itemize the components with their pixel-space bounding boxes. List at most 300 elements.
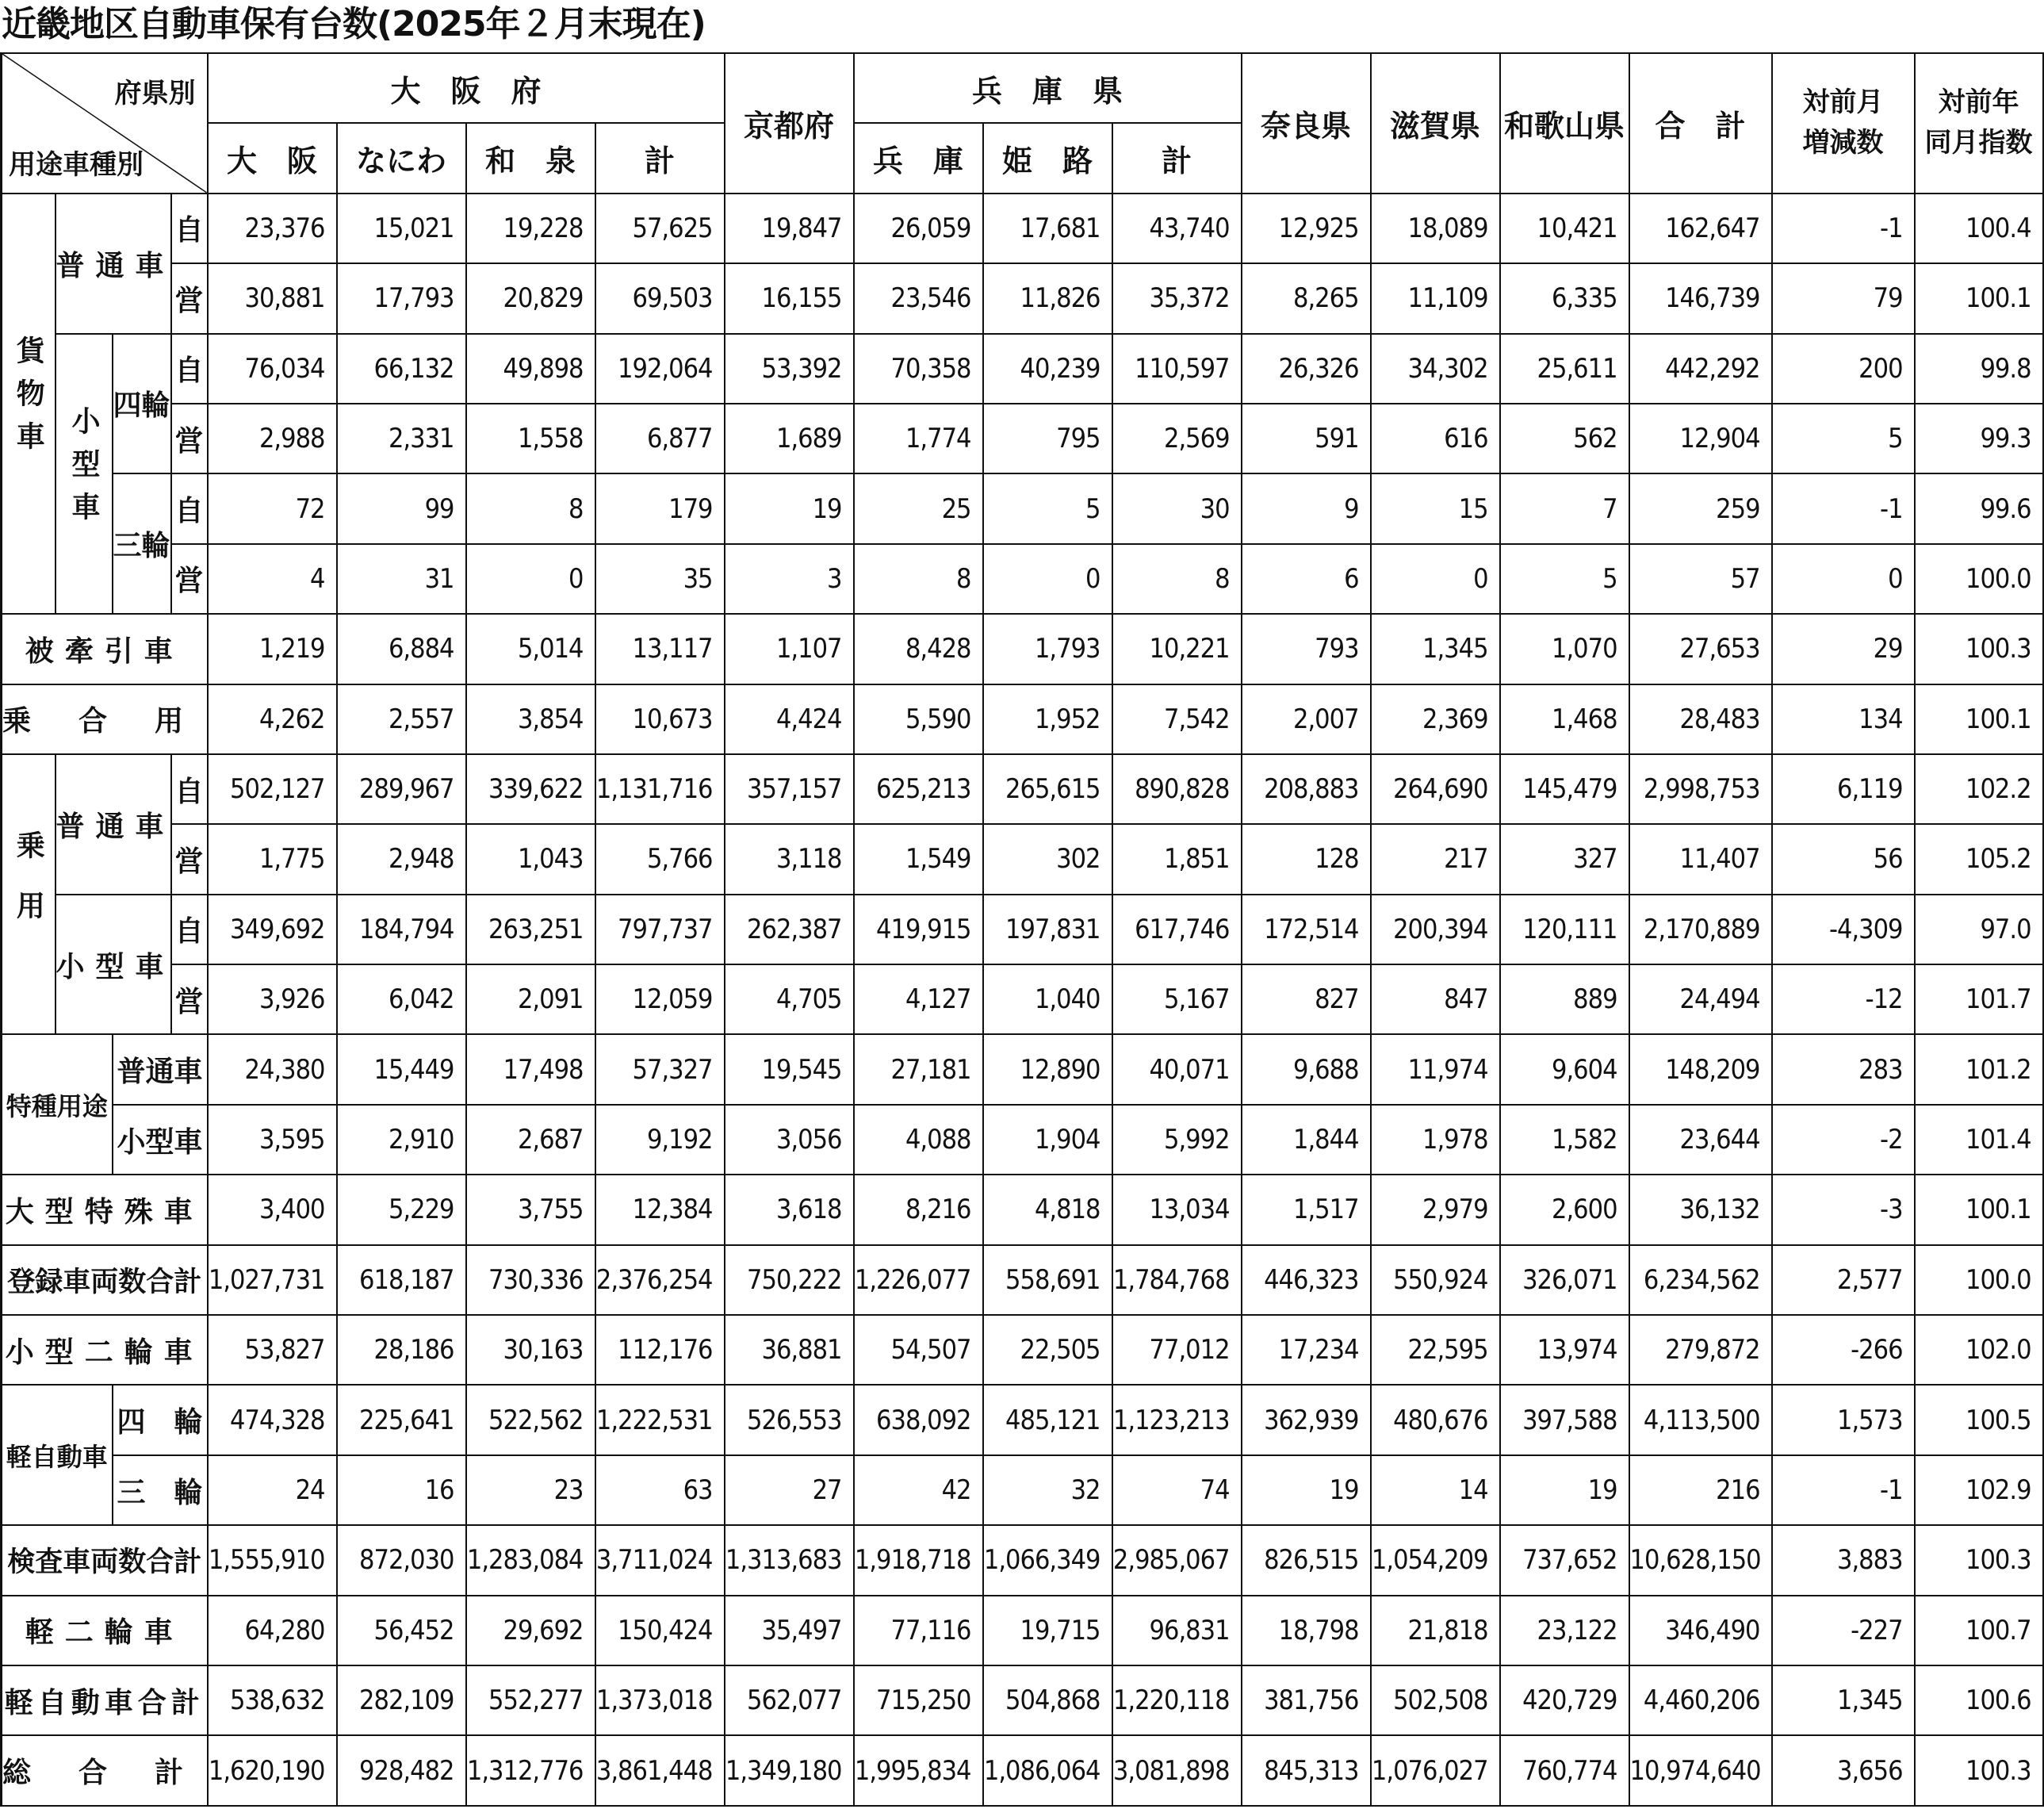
cell-yoy-index: 100.1: [1915, 1175, 2043, 1244]
cell-nara: 845,313: [1242, 1735, 1371, 1806]
cell-mom-change: 79: [1772, 263, 1915, 333]
label-kei-three-wheel: 三 輪: [113, 1455, 208, 1525]
cell-nara: 381,756: [1242, 1665, 1371, 1735]
header-sub-hyogo-total: 計: [1112, 123, 1242, 193]
cell-kyoto: 19,545: [725, 1034, 854, 1104]
cell-hyogo-total: 77,012: [1112, 1315, 1242, 1385]
cell-osaka-total: 150,424: [595, 1596, 725, 1665]
cell-total: 4,113,500: [1629, 1385, 1772, 1454]
cell-nara: 18,798: [1242, 1596, 1371, 1665]
cell-hyogo-total: 96,831: [1112, 1596, 1242, 1665]
cell-mom-change: -2: [1772, 1105, 1915, 1175]
cell-wakayama: 2,600: [1500, 1175, 1629, 1244]
cell-nara: 793: [1242, 614, 1371, 684]
header-shiga: 滋賀県: [1371, 53, 1500, 194]
cell-naniwa: 2,331: [337, 404, 466, 473]
cell-hyogo-total: 3,081,898: [1112, 1735, 1242, 1806]
cell-kyoto: 19,847: [725, 194, 854, 263]
cell-izumi: 29,692: [466, 1596, 595, 1665]
cell-hyogo: 8: [854, 544, 983, 614]
header-sub-izumi: 和 泉: [466, 123, 595, 193]
cell-kyoto: 1,313,683: [725, 1525, 854, 1595]
cell-himeji: 32: [983, 1455, 1112, 1525]
cell-kyoto: 750,222: [725, 1245, 854, 1315]
cell-mom-change: 134: [1772, 684, 1915, 754]
cell-total: 28,483: [1629, 684, 1772, 754]
cell-kyoto: 526,553: [725, 1385, 854, 1454]
cell-osaka-total: 797,737: [595, 895, 725, 964]
cell-himeji: 558,691: [983, 1245, 1112, 1315]
cell-izumi: 552,277: [466, 1665, 595, 1735]
cell-hyogo-total: 890,828: [1112, 754, 1242, 824]
label-private: 自: [171, 194, 208, 263]
cell-naniwa: 2,948: [337, 824, 466, 894]
cell-osaka: 3,926: [208, 964, 337, 1034]
cell-naniwa: 2,557: [337, 684, 466, 754]
cell-yoy-index: 100.4: [1915, 194, 2043, 263]
cell-yoy-index: 97.0: [1915, 895, 2043, 964]
cell-yoy-index: 100.0: [1915, 544, 2043, 614]
cell-himeji: 40,239: [983, 334, 1112, 404]
label-trailer: 被牽引車: [2, 614, 208, 684]
cell-nara: 9,688: [1242, 1034, 1371, 1104]
cell-hyogo-total: 35,372: [1112, 263, 1242, 333]
cell-wakayama: 25,611: [1500, 334, 1629, 404]
cell-naniwa: 282,109: [337, 1665, 466, 1735]
cell-mom-change: -227: [1772, 1596, 1915, 1665]
cell-yoy-index: 101.4: [1915, 1105, 2043, 1175]
header-nara: 奈良県: [1242, 53, 1371, 194]
label-cargo-standard: 普通車: [56, 194, 171, 334]
cell-izumi: 1,312,776: [466, 1735, 595, 1806]
cell-wakayama: 9,604: [1500, 1034, 1629, 1104]
cell-hyogo-total: 1,784,768: [1112, 1245, 1242, 1315]
cell-nara: 19: [1242, 1455, 1371, 1525]
cell-total: 259: [1629, 473, 1772, 543]
cell-osaka: 24,380: [208, 1034, 337, 1104]
cell-hyogo: 26,059: [854, 194, 983, 263]
cell-osaka-total: 57,625: [595, 194, 725, 263]
label-passenger: 乗用: [2, 754, 56, 1035]
label-grand-total: 総合計: [2, 1735, 208, 1806]
label-commercial: 営: [171, 404, 208, 473]
cell-himeji: 795: [983, 404, 1112, 473]
cell-shiga: 14: [1371, 1455, 1500, 1525]
cell-total: 4,460,206: [1629, 1665, 1772, 1735]
cell-yoy-index: 100.5: [1915, 1385, 2043, 1454]
cell-himeji: 17,681: [983, 194, 1112, 263]
cell-nara: 362,939: [1242, 1385, 1371, 1454]
cell-yoy-index: 101.7: [1915, 964, 2043, 1034]
cell-izumi: 17,498: [466, 1034, 595, 1104]
cell-izumi: 2,687: [466, 1105, 595, 1175]
cell-osaka-total: 5,766: [595, 824, 725, 894]
cell-osaka: 1,775: [208, 824, 337, 894]
cell-hyogo: 27,181: [854, 1034, 983, 1104]
cell-osaka-total: 10,673: [595, 684, 725, 754]
cell-yoy-index: 100.1: [1915, 684, 2043, 754]
cell-osaka: 30,881: [208, 263, 337, 333]
cell-shiga: 502,508: [1371, 1665, 1500, 1735]
cell-wakayama: 889: [1500, 964, 1629, 1034]
cell-hyogo-total: 1,123,213: [1112, 1385, 1242, 1454]
header-kyoto: 京都府: [725, 53, 854, 194]
label-bus: 乗合用: [2, 684, 208, 754]
cell-yoy-index: 100.3: [1915, 1735, 2043, 1806]
cell-izumi: 23: [466, 1455, 595, 1525]
cell-himeji: 22,505: [983, 1315, 1112, 1385]
cell-mom-change: 29: [1772, 614, 1915, 684]
cell-nara: 8,265: [1242, 263, 1371, 333]
cell-wakayama: 326,071: [1500, 1245, 1629, 1315]
cell-total: 148,209: [1629, 1034, 1772, 1104]
cell-osaka-total: 1,373,018: [595, 1665, 725, 1735]
cell-nara: 128: [1242, 824, 1371, 894]
cell-hyogo-total: 8: [1112, 544, 1242, 614]
header-prefecture: 府県別: [114, 78, 196, 109]
cell-hyogo-total: 1,220,118: [1112, 1665, 1242, 1735]
cell-kyoto: 35,497: [725, 1596, 854, 1665]
cell-osaka: 538,632: [208, 1665, 337, 1735]
cell-hyogo: 625,213: [854, 754, 983, 824]
label-kei-four-wheel: 四 輪: [113, 1385, 208, 1454]
cell-kyoto: 357,157: [725, 754, 854, 824]
cell-izumi: 1,283,084: [466, 1525, 595, 1595]
cell-izumi: 0: [466, 544, 595, 614]
cell-naniwa: 872,030: [337, 1525, 466, 1595]
cell-osaka-total: 9,192: [595, 1105, 725, 1175]
cell-izumi: 8: [466, 473, 595, 543]
cell-total: 442,292: [1629, 334, 1772, 404]
cell-hyogo-total: 2,569: [1112, 404, 1242, 473]
cell-hyogo-total: 13,034: [1112, 1175, 1242, 1244]
cell-hyogo: 42: [854, 1455, 983, 1525]
cell-wakayama: 1,070: [1500, 614, 1629, 684]
cell-mom-change: -1: [1772, 194, 1915, 263]
cell-himeji: 1,086,064: [983, 1735, 1112, 1806]
cell-naniwa: 289,967: [337, 754, 466, 824]
label-commercial: 営: [171, 544, 208, 614]
cell-kyoto: 36,881: [725, 1315, 854, 1385]
label-three-wheel: 三輪: [113, 473, 171, 614]
cell-shiga: 1,345: [1371, 614, 1500, 684]
cell-shiga: 21,818: [1371, 1596, 1500, 1665]
cell-osaka-total: 12,059: [595, 964, 725, 1034]
cell-naniwa: 56,452: [337, 1596, 466, 1665]
label-commercial: 営: [171, 964, 208, 1034]
cell-izumi: 1,043: [466, 824, 595, 894]
cell-mom-change: 3,883: [1772, 1525, 1915, 1595]
cell-osaka-total: 6,877: [595, 404, 725, 473]
cell-osaka-total: 112,176: [595, 1315, 725, 1385]
cell-wakayama: 760,774: [1500, 1735, 1629, 1806]
cell-osaka-total: 2,376,254: [595, 1245, 725, 1315]
cell-hyogo: 5,590: [854, 684, 983, 754]
cell-shiga: 217: [1371, 824, 1500, 894]
page-title: 近畿地区自動車保有台数(2025年２月末現在): [2, 4, 706, 44]
cell-shiga: 847: [1371, 964, 1500, 1034]
cell-osaka: 24: [208, 1455, 337, 1525]
cell-hyogo: 1,918,718: [854, 1525, 983, 1595]
cell-osaka: 23,376: [208, 194, 337, 263]
cell-kyoto: 19: [725, 473, 854, 543]
header-corner: [2, 53, 208, 194]
cell-naniwa: 2,910: [337, 1105, 466, 1175]
cell-yoy-index: 100.7: [1915, 1596, 2043, 1665]
cell-himeji: 1,066,349: [983, 1525, 1112, 1595]
cell-total: 24,494: [1629, 964, 1772, 1034]
cell-mom-change: 5: [1772, 404, 1915, 473]
cell-hyogo: 70,358: [854, 334, 983, 404]
cell-total: 216: [1629, 1455, 1772, 1525]
cell-osaka: 3,595: [208, 1105, 337, 1175]
label-registered-total: 登録車両数合計: [2, 1245, 208, 1315]
cell-kyoto: 3: [725, 544, 854, 614]
cell-naniwa: 184,794: [337, 895, 466, 964]
header-sub-osaka: 大 阪: [208, 123, 337, 193]
cell-wakayama: 145,479: [1500, 754, 1629, 824]
label-four-wheel: 四輪: [113, 334, 171, 474]
label-special-standard: 普通車: [113, 1034, 208, 1104]
cell-kyoto: 1,107: [725, 614, 854, 684]
header-yoy-index: 対前年 同月指数: [1915, 53, 2043, 194]
cell-himeji: 1,904: [983, 1105, 1112, 1175]
cell-osaka: 1,027,731: [208, 1245, 337, 1315]
cell-mom-change: -1: [1772, 1455, 1915, 1525]
cell-mom-change: 283: [1772, 1034, 1915, 1104]
cell-hyogo: 419,915: [854, 895, 983, 964]
cell-hyogo-total: 617,746: [1112, 895, 1242, 964]
header-osaka: 大 阪 府: [208, 53, 725, 123]
cell-osaka: 502,127: [208, 754, 337, 824]
cell-wakayama: 5: [1500, 544, 1629, 614]
cell-kyoto: 4,424: [725, 684, 854, 754]
label-small-motorcycle: 小型二輪車: [2, 1315, 208, 1385]
label-large-special: 大型特殊車: [2, 1175, 208, 1244]
cell-yoy-index: 102.9: [1915, 1455, 2043, 1525]
label-private: 自: [171, 754, 208, 824]
cell-hyogo: 8,428: [854, 614, 983, 684]
cell-shiga: 1,054,209: [1371, 1525, 1500, 1595]
cell-hyogo-total: 5,992: [1112, 1105, 1242, 1175]
cell-hyogo-total: 74: [1112, 1455, 1242, 1525]
cell-mom-change: 2,577: [1772, 1245, 1915, 1315]
cell-shiga: 480,676: [1371, 1385, 1500, 1454]
cell-shiga: 2,979: [1371, 1175, 1500, 1244]
cell-naniwa: 225,641: [337, 1385, 466, 1454]
cell-osaka: 76,034: [208, 334, 337, 404]
cell-osaka-total: 63: [595, 1455, 725, 1525]
cell-mom-change: 1,345: [1772, 1665, 1915, 1735]
cell-himeji: 5: [983, 473, 1112, 543]
cell-nara: 1,844: [1242, 1105, 1371, 1175]
cell-hyogo-total: 40,071: [1112, 1034, 1242, 1104]
label-special-compact: 小型車: [113, 1105, 208, 1175]
cell-kyoto: 1,689: [725, 404, 854, 473]
label-cargo: 貨物車: [2, 194, 56, 614]
cell-izumi: 5,014: [466, 614, 595, 684]
cell-izumi: 339,622: [466, 754, 595, 824]
cell-kyoto: 3,118: [725, 824, 854, 894]
cell-wakayama: 13,974: [1500, 1315, 1629, 1385]
cell-wakayama: 1,468: [1500, 684, 1629, 754]
header-sub-osaka-total: 計: [595, 123, 725, 193]
cell-naniwa: 5,229: [337, 1175, 466, 1244]
cell-total: 11,407: [1629, 824, 1772, 894]
cell-nara: 6: [1242, 544, 1371, 614]
cell-osaka-total: 57,327: [595, 1034, 725, 1104]
label-passenger-compact: 小型車: [56, 895, 171, 1035]
cell-mom-change: -1: [1772, 473, 1915, 543]
cell-naniwa: 928,482: [337, 1735, 466, 1806]
cell-izumi: 1,558: [466, 404, 595, 473]
cell-hyogo-total: 5,167: [1112, 964, 1242, 1034]
cell-shiga: 11,109: [1371, 263, 1500, 333]
cell-osaka: 1,219: [208, 614, 337, 684]
cell-wakayama: 10,421: [1500, 194, 1629, 263]
cell-total: 27,653: [1629, 614, 1772, 684]
cell-kyoto: 562,077: [725, 1665, 854, 1735]
cell-himeji: 0: [983, 544, 1112, 614]
cell-hyogo-total: 7,542: [1112, 684, 1242, 754]
cell-osaka-total: 3,861,448: [595, 1735, 725, 1806]
cell-izumi: 522,562: [466, 1385, 595, 1454]
cell-wakayama: 6,335: [1500, 263, 1629, 333]
cell-hyogo: 638,092: [854, 1385, 983, 1454]
cell-osaka-total: 1,222,531: [595, 1385, 725, 1454]
cell-total: 10,974,640: [1629, 1735, 1772, 1806]
cell-total: 346,490: [1629, 1596, 1772, 1665]
cell-nara: 591: [1242, 404, 1371, 473]
cell-osaka-total: 35: [595, 544, 725, 614]
cell-yoy-index: 101.2: [1915, 1034, 2043, 1104]
cell-wakayama: 397,588: [1500, 1385, 1629, 1454]
cell-wakayama: 120,111: [1500, 895, 1629, 964]
cell-izumi: 49,898: [466, 334, 595, 404]
cell-osaka: 2,988: [208, 404, 337, 473]
cell-osaka: 64,280: [208, 1596, 337, 1665]
cell-yoy-index: 100.6: [1915, 1665, 2043, 1735]
cell-mom-change: 0: [1772, 544, 1915, 614]
cell-yoy-index: 99.3: [1915, 404, 2043, 473]
cell-nara: 172,514: [1242, 895, 1371, 964]
cell-osaka: 3,400: [208, 1175, 337, 1244]
cell-hyogo: 1,226,077: [854, 1245, 983, 1315]
cell-osaka: 4: [208, 544, 337, 614]
cell-wakayama: 737,652: [1500, 1525, 1629, 1595]
cell-himeji: 1,952: [983, 684, 1112, 754]
label-kei-car: 軽自動車: [2, 1385, 113, 1525]
cell-hyogo: 4,127: [854, 964, 983, 1034]
cell-naniwa: 28,186: [337, 1315, 466, 1385]
cell-osaka-total: 69,503: [595, 263, 725, 333]
cell-shiga: 550,924: [1371, 1245, 1500, 1315]
cell-nara: 446,323: [1242, 1245, 1371, 1315]
cell-shiga: 11,974: [1371, 1034, 1500, 1104]
label-commercial: 営: [171, 263, 208, 333]
cell-osaka: 72: [208, 473, 337, 543]
cell-naniwa: 6,884: [337, 614, 466, 684]
cell-hyogo: 1,995,834: [854, 1735, 983, 1806]
cell-total: 162,647: [1629, 194, 1772, 263]
cell-hyogo-total: 10,221: [1112, 614, 1242, 684]
cell-osaka-total: 3,711,024: [595, 1525, 725, 1595]
cell-izumi: 30,163: [466, 1315, 595, 1385]
cell-wakayama: 19: [1500, 1455, 1629, 1525]
cell-nara: 9: [1242, 473, 1371, 543]
cell-izumi: 3,755: [466, 1175, 595, 1244]
cell-mom-change: 56: [1772, 824, 1915, 894]
cell-wakayama: 1,582: [1500, 1105, 1629, 1175]
cell-yoy-index: 100.3: [1915, 614, 2043, 684]
cell-shiga: 264,690: [1371, 754, 1500, 824]
cell-osaka-total: 192,064: [595, 334, 725, 404]
label-private: 自: [171, 473, 208, 543]
cell-osaka-total: 12,384: [595, 1175, 725, 1244]
cell-hyogo: 54,507: [854, 1315, 983, 1385]
cell-nara: 1,517: [1242, 1175, 1371, 1244]
cell-hyogo: 23,546: [854, 263, 983, 333]
cell-shiga: 616: [1371, 404, 1500, 473]
cell-total: 23,644: [1629, 1105, 1772, 1175]
cell-nara: 826,515: [1242, 1525, 1371, 1595]
cell-izumi: 20,829: [466, 263, 595, 333]
cell-himeji: 19,715: [983, 1596, 1112, 1665]
cell-mom-change: 1,573: [1772, 1385, 1915, 1454]
cell-mom-change: 6,119: [1772, 754, 1915, 824]
cell-hyogo: 77,116: [854, 1596, 983, 1665]
cell-hyogo: 715,250: [854, 1665, 983, 1735]
cell-nara: 2,007: [1242, 684, 1371, 754]
cell-himeji: 197,831: [983, 895, 1112, 964]
label-light-motorcycle: 軽二輪車: [2, 1596, 208, 1665]
cell-himeji: 504,868: [983, 1665, 1112, 1735]
cell-mom-change: 200: [1772, 334, 1915, 404]
label-private: 自: [171, 334, 208, 404]
header-mom-change: 対前月 増減数: [1772, 53, 1915, 194]
cell-shiga: 1,978: [1371, 1105, 1500, 1175]
cell-shiga: 2,369: [1371, 684, 1500, 754]
cell-yoy-index: 105.2: [1915, 824, 2043, 894]
label-inspected-total: 検査車両数合計: [2, 1525, 208, 1595]
cell-himeji: 265,615: [983, 754, 1112, 824]
cell-total: 2,998,753: [1629, 754, 1772, 824]
cell-nara: 26,326: [1242, 334, 1371, 404]
header-total: 合 計: [1629, 53, 1772, 194]
cell-osaka: 4,262: [208, 684, 337, 754]
cell-naniwa: 17,793: [337, 263, 466, 333]
cell-hyogo: 1,549: [854, 824, 983, 894]
cell-mom-change: -12: [1772, 964, 1915, 1034]
cell-hyogo-total: 1,851: [1112, 824, 1242, 894]
cell-wakayama: 420,729: [1500, 1665, 1629, 1735]
cell-total: 2,170,889: [1629, 895, 1772, 964]
cell-nara: 827: [1242, 964, 1371, 1034]
cell-shiga: 1,076,027: [1371, 1735, 1500, 1806]
header-vehicle-type: 用途車種別: [9, 148, 144, 181]
cell-nara: 17,234: [1242, 1315, 1371, 1385]
cell-izumi: 730,336: [466, 1245, 595, 1315]
cell-total: 279,872: [1629, 1315, 1772, 1385]
cell-naniwa: 99: [337, 473, 466, 543]
cell-kyoto: 27: [725, 1455, 854, 1525]
cell-kyoto: 262,387: [725, 895, 854, 964]
cell-hyogo: 4,088: [854, 1105, 983, 1175]
cell-shiga: 18,089: [1371, 194, 1500, 263]
header-wakayama: 和歌山県: [1500, 53, 1629, 194]
cell-izumi: 3,854: [466, 684, 595, 754]
cell-himeji: 302: [983, 824, 1112, 894]
